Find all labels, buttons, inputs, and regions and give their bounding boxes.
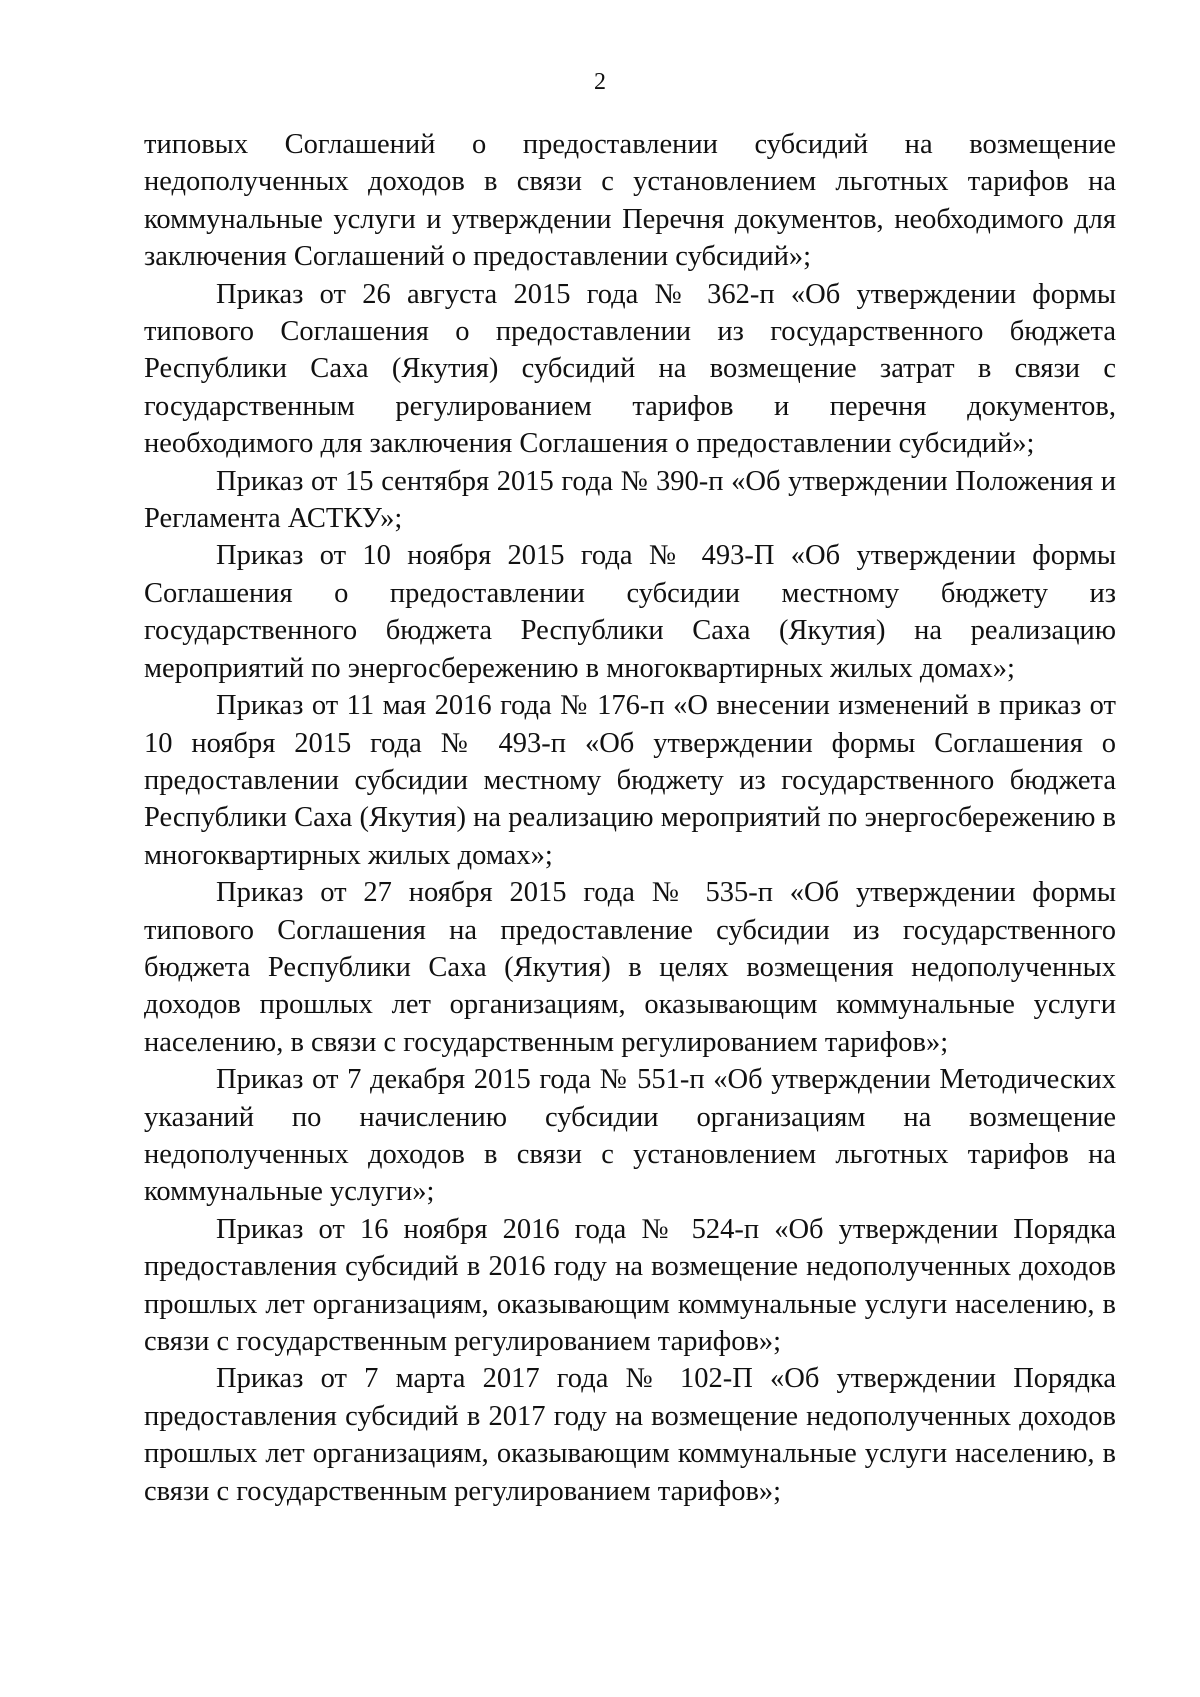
paragraph-order-362: Приказ от 26 августа 2015 года № 362-п «Об утверждении формы типового Соглашения о предоставлении из государственного бюджета Республики Саха (Якутия) субсидий на возмещение затрат в связи с государственным регулированием тарифов и перечня документов, необходимого для заключения Соглашения о предоставлении субсидий»;	[144, 278, 1116, 460]
paragraph-order-176: Приказ от 11 мая 2016 года № 176-п «О внесении изменений в приказ от 10 ноября 2015 года № 493-п «Об утверждении формы Соглашения о предоставлении субсидии местному бюджету из государственного бюджета Республики Саха (Якутия) на реализацию мероприятий по энергосбережению в многоквартирных жилых домах»;	[144, 690, 1116, 871]
paragraph-order-493: Приказ от 10 ноября 2015 года № 493-П «Об утверждении формы Соглашения о предоставлении субсидии местному бюджету из государственного бюджета Республики Саха (Якутия) на реализацию мероприятий по энергосбережению в многоквартирных жилых домах»;	[144, 540, 1116, 684]
page-number: 2	[594, 69, 606, 95]
paragraph-order-535: Приказ от 27 ноября 2015 года № 535-п «Об утверждении формы типового Соглашения на предоставление субсидии из государственного бюджета Республики Саха (Якутия) в целях возмещения недополученных доходов прошлых лет организациям, оказывающим коммунальные услуги населению, в связи с государственным регулированием тарифов»;	[144, 877, 1116, 1058]
paragraph-order-102: Приказ от 7 марта 2017 года № 102-П «Об утверждении Порядка предоставления субсидий в 2017 году на возмещение недополученных доходов прошлых лет организациям, оказывающим коммунальные услуги населению, в связи с государственным регулированием тарифов»;	[144, 1363, 1116, 1507]
paragraph-order-524: Приказ от 16 ноября 2016 года № 524-п «Об утверждении Порядка предоставления субсидий в 2016 году на возмещение недополученных доходов прошлых лет организациям, оказывающим коммунальные услуги населению, в связи с государственным регулированием тарифов»;	[144, 1213, 1116, 1357]
document-body	[144, 126, 1116, 1510]
paragraph-continued: типовых Соглашений о предоставлении субсидий на возмещение недополученных доходов в связи с установлением льготных тарифов на коммунальные услуги и утверждении Перечня документов, необходимого для заключения Соглашений о предоставлении субсидий»;	[144, 129, 1116, 273]
paragraph-order-390: Приказ от 15 сентября 2015 года № 390-п «Об утверждении Положения и Регламента АСТКУ»;	[144, 465, 1116, 535]
paragraph-order-551: Приказ от 7 декабря 2015 года № 551-п «Об утверждении Методических указаний по начислению субсидии организациям на возмещение недополученных доходов в связи с установлением льготных тарифов на коммунальные услуги»;	[144, 1064, 1116, 1208]
